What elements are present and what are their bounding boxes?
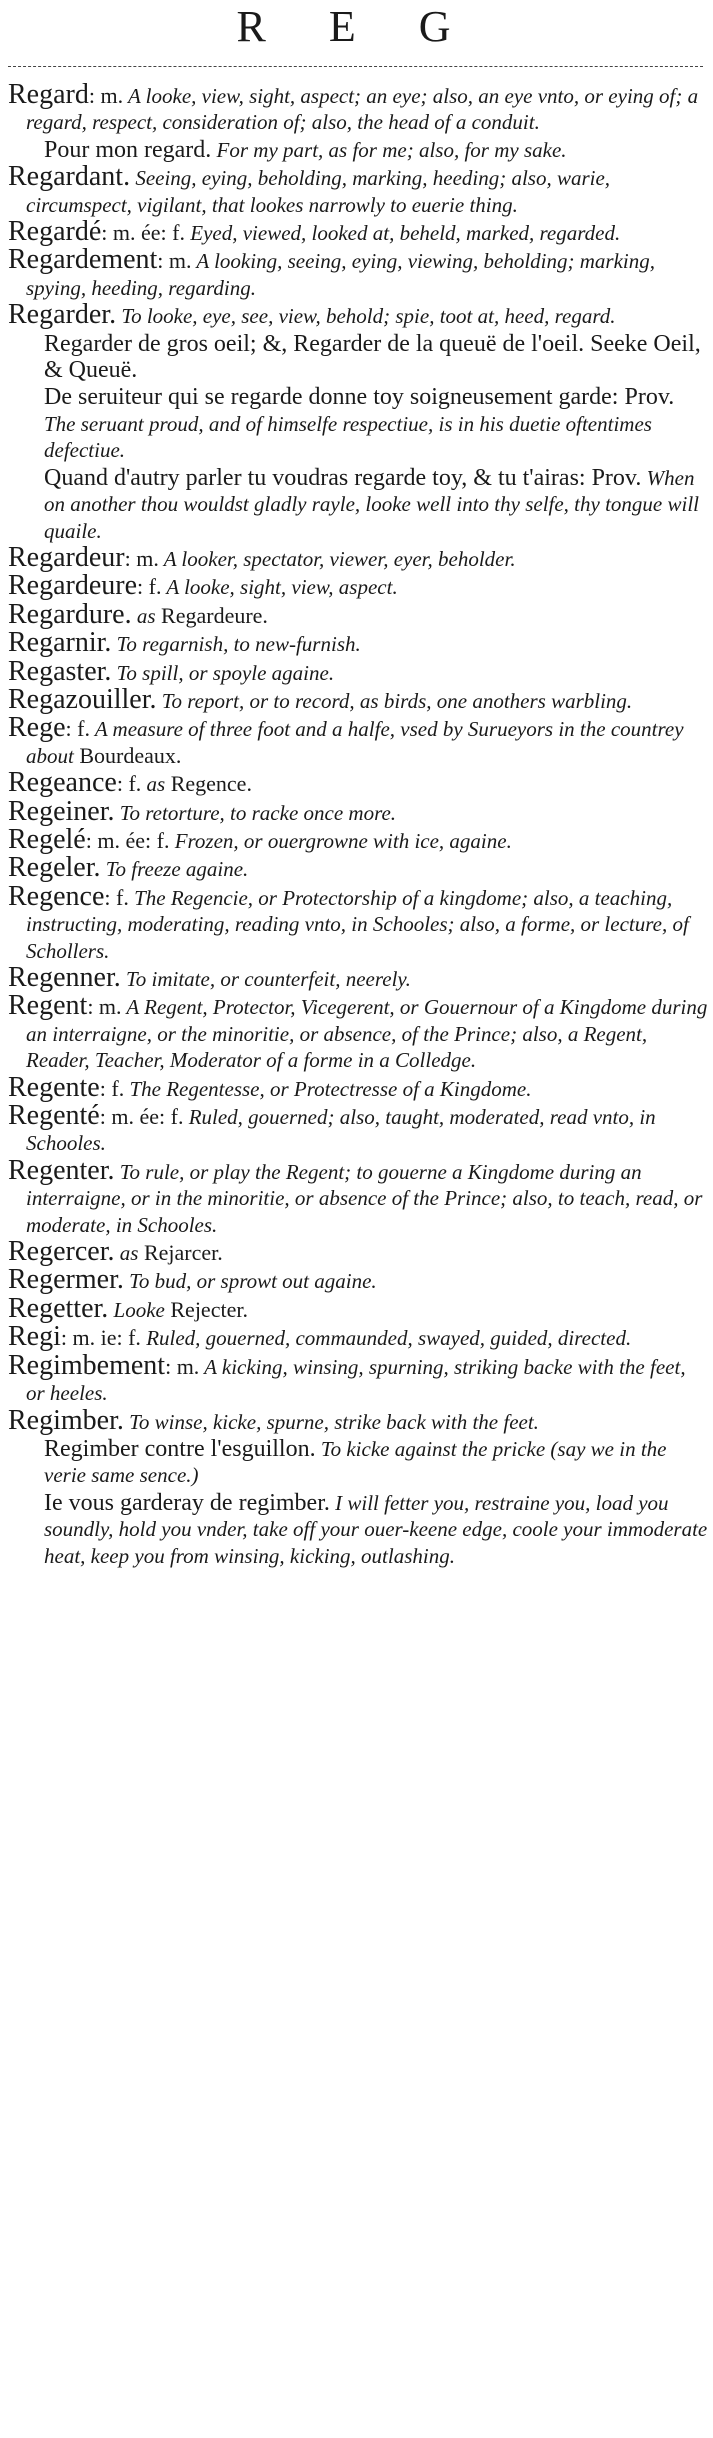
definition: To freeze againe. (100, 857, 249, 882)
definition: To winse, kicke, spurne, strike back with the feet. (123, 1409, 539, 1434)
dictionary-entry (8, 1292, 708, 1324)
definition: The Regencie, or Protectorship of a kingdome; also, a teaching, instructing, moderating, reading vnto, in Schooles; also, a forme, or lecture, of Schollers. (26, 885, 689, 963)
dictionary-entry (8, 655, 708, 687)
gender-tag: : f. (104, 884, 129, 910)
headword: Regeance (8, 767, 117, 799)
dictionary-entry (8, 570, 708, 602)
gender-tag: : m. (157, 248, 192, 274)
dictionary-entry (8, 1349, 708, 1407)
definition: Frozen, or ouergrowne with ice, againe. (169, 828, 512, 853)
headword: Regardement (8, 244, 158, 276)
dictionary-entry (8, 767, 708, 799)
gender-tag: : m. (124, 545, 159, 571)
dictionary-entry (8, 823, 708, 855)
phrase: Ie vous garderay de regimber. (44, 1489, 330, 1516)
headword: Regelé (8, 823, 86, 855)
definition: I will fetter you, restraine you, load you soundly, hold you vnder, take off your ouer-keene edge, coole your immoderate heat, keep you from winsing, kicking, outlashing. (44, 1490, 708, 1568)
headword: Regercer. (8, 1236, 115, 1268)
headword: Regaster. (8, 655, 112, 687)
headword: Regenner. (8, 962, 121, 993)
phrase: Regarder de gros oeil; &, Regarder de la queuë de l'oeil. Seeke Oeil, & Queuë. (44, 330, 701, 384)
dictionary-entry (8, 216, 708, 248)
sub-entry (8, 331, 708, 384)
dictionary-entry (8, 880, 708, 964)
sub-entry (8, 465, 708, 544)
headword: Regeiner. (8, 795, 115, 827)
headword: Regardure. (8, 598, 132, 630)
definition: To retorture, to racke once more. (114, 800, 397, 825)
definition: To spill, or spoyle againe. (111, 660, 335, 685)
dictionary-entry (8, 1264, 708, 1296)
dictionary-entry (8, 1154, 708, 1238)
definition: To looke, eye, see, view, behold; spie, toot at, heed, regard. (116, 304, 616, 329)
headword: Regardé (8, 216, 102, 248)
definition: Ruled, gouerned, commaunded, swayed, guided, directed. (140, 1326, 632, 1351)
phrase: Quand d'autry parler tu voudras regarde toy, & tu t'airas: Prov. (44, 464, 642, 491)
dictionary-entry (8, 1321, 708, 1353)
phrase: Pour mon regard. (44, 136, 212, 163)
headword: Regeler. (8, 852, 101, 884)
dictionary-entry (8, 541, 708, 573)
definition: To imitate, or counterfeit, neerely. (120, 967, 411, 991)
dictionary-entry (8, 852, 708, 884)
definition: When on another thou wouldst gladly rayle, looke well into thy selfe, thy tongue will quaile. (44, 465, 699, 543)
cross-reference: Rejarcer. (138, 1240, 223, 1266)
definition: A Regent, Protector, Vicegerent, or Gouernour of a Kingdome during an interraigne, or the minoritie, or absence, of the Prince; also, a Regent, Reader, Teacher, Moderator of a forme in a Colledge. (26, 995, 708, 1073)
definition: Looke (108, 1297, 165, 1322)
headword: Regardeure (8, 570, 138, 602)
headword: Regetter. (8, 1292, 109, 1324)
header-rule (8, 66, 703, 67)
cross-reference: Regence. (165, 771, 252, 797)
sub-entry (8, 1436, 708, 1489)
definition: A looking, seeing, eying, viewing, beholding; marking, spying, heeding, regarding. (26, 249, 655, 300)
dictionary-entry (8, 795, 708, 827)
gender-tag: : f. (116, 771, 142, 797)
definition: as (131, 603, 156, 628)
definition: To report, or to record, as birds, one anothers warbling. (156, 688, 633, 713)
dictionary-entry (8, 1100, 708, 1157)
definition: A looke, view, sight, aspect; an eye; also, an eye vnto, or eying of; a regard, respect, consideration of; also, the head of a conduit. (26, 84, 699, 135)
page-header: R E G (236, 2, 477, 51)
definition: as (114, 1241, 139, 1266)
headword: Regenté (8, 1100, 100, 1132)
gender-tag: : m. ée: f. (85, 827, 170, 853)
definition: To kicke against the pricke (say we in the verie same sence.) (44, 1436, 667, 1488)
definition: For my part, as for me; also, for my sake. (211, 137, 567, 162)
headword: Regermer. (8, 1264, 124, 1296)
cross-reference: Regardeure. (155, 602, 268, 628)
sub-entry (8, 1490, 708, 1569)
headword: Regardeur (8, 541, 125, 573)
headword: Regardant. (8, 161, 131, 193)
sub-entry (8, 137, 708, 163)
dictionary-entry (8, 598, 708, 630)
phrase: De seruiteur qui se regarde donne toy soigneusement garde: Prov. (44, 384, 675, 411)
headword: Regent (8, 990, 88, 1022)
dictionary-entry (8, 627, 708, 659)
gender-tag: : m. (165, 1353, 200, 1379)
gender-tag: : m. (88, 83, 124, 108)
definition: The seruant proud, and of himselfe respectiue, is in his duetie oftentimes defectiue. (44, 411, 652, 463)
definition: Ruled, gouerned; also, taught, moderated, read vnto, in Schooles. (26, 1105, 656, 1156)
dictionary-entry (8, 990, 708, 1073)
dictionary-entry (8, 683, 708, 715)
headword: Regimbement (8, 1349, 166, 1381)
gender-tag: : m. (87, 994, 122, 1020)
headword: Regente (8, 1071, 100, 1103)
dictionary-entry (8, 1236, 708, 1268)
definition: A measure of three foot and a halfe, vsed by Surueyors in the countrey about (26, 717, 684, 768)
dictionary-entry (8, 1404, 708, 1436)
gender-tag: : f. (99, 1075, 125, 1101)
dictionary-entry (8, 299, 708, 331)
headword: Regarnir. (8, 627, 112, 659)
entry-list (8, 79, 708, 1570)
definition: A looke, sight, view, aspect. (161, 575, 398, 600)
gender-tag: : f. (137, 574, 162, 600)
dictionary-entry (8, 1071, 708, 1103)
definition: To regarnish, to new-furnish. (111, 632, 361, 657)
dictionary-entry (8, 962, 708, 993)
definition: A kicking, winsing, spurning, striking backe with the feet, or heeles. (26, 1354, 686, 1406)
headword: Regarder. (8, 299, 117, 331)
dictionary-entry (8, 161, 708, 218)
definition: Eyed, viewed, looked at, beheld, marked, regarded. (185, 221, 621, 246)
gender-tag: : f. (65, 716, 90, 742)
cross-reference: Bourdeaux. (73, 742, 182, 768)
definition: The Regentesse, or Protectresse of a Kingdome. (124, 1076, 532, 1101)
headword: Regimber. (8, 1404, 124, 1436)
headword: Regazouiller. (8, 683, 157, 715)
definition: A looker, spectator, viewer, eyer, beholder. (158, 546, 516, 571)
gender-tag: : m. ée: f. (101, 220, 185, 246)
definition: Seeing, eying, beholding, marking, heeding; also, warie, circumspect, vigilant, that lookes narrowly to euerie thing. (26, 166, 611, 217)
dictionary-entry (8, 79, 708, 136)
gender-tag: : m. ie: f. (60, 1325, 141, 1351)
headword: Regi (8, 1321, 61, 1353)
definition: To bud, or sprowt out againe. (123, 1269, 377, 1294)
definition: To rule, or play the Regent; to gouerne a Kingdome during an interraigne, or in the minoritie, or absence of the Prince; also, to teach, read, or moderate, in Schooles. (26, 1159, 703, 1237)
phrase: Regimber contre l'esguillon. (44, 1435, 316, 1462)
dictionary-entry (8, 244, 708, 301)
definition: as (141, 772, 166, 797)
dictionary-entry (8, 712, 708, 769)
headword: Regenter. (8, 1154, 115, 1186)
gender-tag: : m. ée: f. (99, 1104, 184, 1130)
cross-reference: Rejecter. (164, 1296, 248, 1322)
sub-entry (8, 384, 708, 463)
headword: Rege (8, 712, 66, 744)
headword: Regard (8, 79, 89, 110)
headword: Regence (8, 880, 105, 912)
